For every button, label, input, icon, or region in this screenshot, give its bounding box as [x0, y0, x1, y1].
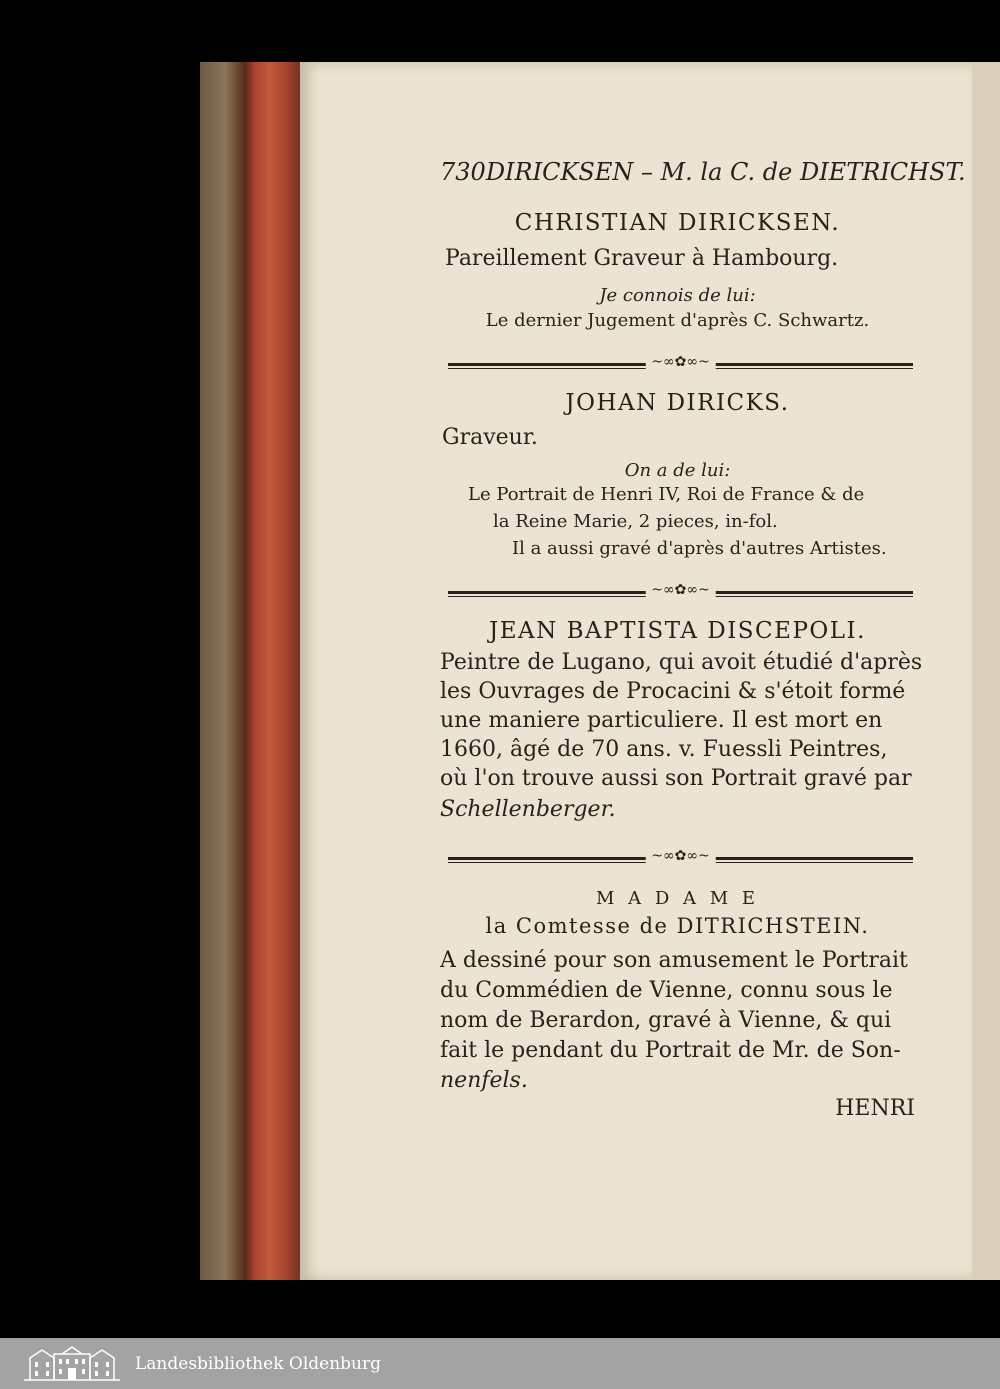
footer-bar	[0, 1338, 1000, 1389]
entry-1-name: CHRISTIAN DIRICKSEN.	[514, 210, 841, 236]
ornamental-rule: ~∞✿∞~	[448, 586, 913, 600]
entry-2-line-5: Il a aussi gravé d'après d'autres Artistes.	[512, 538, 887, 559]
entry-3-line-5: où l'on trouve aussi son Portrait gravé par	[440, 766, 912, 791]
catchword: HENRI	[835, 1096, 915, 1121]
entry-1-line-1: Pareillement Graveur à Hambourg.	[445, 246, 839, 271]
entry-2-line-2: On a de lui:	[624, 460, 731, 481]
entry-3-line-4: 1660, âgé de 70 ans. v. Fuessli Peintres,	[440, 737, 888, 762]
entry-4-heading-2: la Comtesse de DITRICHSTEIN.	[485, 914, 870, 938]
entry-2-line-1: Graveur.	[442, 425, 538, 450]
entry-4-line-3: nom de Berardon, gravé à Vienne, & qui	[440, 1008, 892, 1033]
entry-4-line-2: du Commédien de Vienne, connu sous le	[440, 978, 893, 1003]
entry-4-heading-1: M A D A M E	[595, 888, 760, 909]
ornamental-rule: ~∞✿∞~	[448, 358, 913, 372]
page-edges	[200, 62, 300, 1280]
page-number: 730	[440, 158, 486, 186]
library-name: Landesbibliothek Oldenburg	[135, 1354, 382, 1374]
entry-3-line-3: une maniere particuliere. Il est mort en	[440, 708, 883, 733]
entry-3-line-1: Peintre de Lugano, qui avoit étudié d'après	[440, 650, 923, 675]
entry-1-line-3: Le dernier Jugement d'après C. Schwartz.	[485, 310, 870, 331]
entry-2-name: JOHAN DIRICKS.	[565, 390, 790, 416]
entry-3-line-2: les Ouvrages de Procacini & s'étoit formé	[440, 679, 906, 704]
running-header	[440, 158, 966, 186]
entry-2-line-3: Le Portrait de Henri IV, Roi de France & de	[468, 484, 865, 505]
entry-4-line-4: fait le pendant du Portrait de Mr. de Son-	[440, 1038, 901, 1063]
entry-3-name: JEAN BAPTISTA DISCEPOLI.	[489, 618, 866, 644]
entry-4-line-5: nenfels.	[440, 1068, 528, 1093]
library-building-icon	[22, 1344, 122, 1382]
entry-2-line-4: la Reine Marie, 2 pieces, in-fol.	[493, 511, 778, 532]
entry-3-line-6: Schellenberger.	[440, 797, 616, 822]
next-page-edge	[972, 62, 1000, 1280]
entry-1-line-2: Je connois de lui:	[599, 285, 756, 306]
ornamental-rule: ~∞✿∞~	[448, 852, 913, 866]
running-title: DIRICKSEN – M. la C. de DIETRICHST.	[485, 158, 966, 186]
entry-4-line-1: A dessiné pour son amusement le Portrait	[440, 948, 908, 973]
